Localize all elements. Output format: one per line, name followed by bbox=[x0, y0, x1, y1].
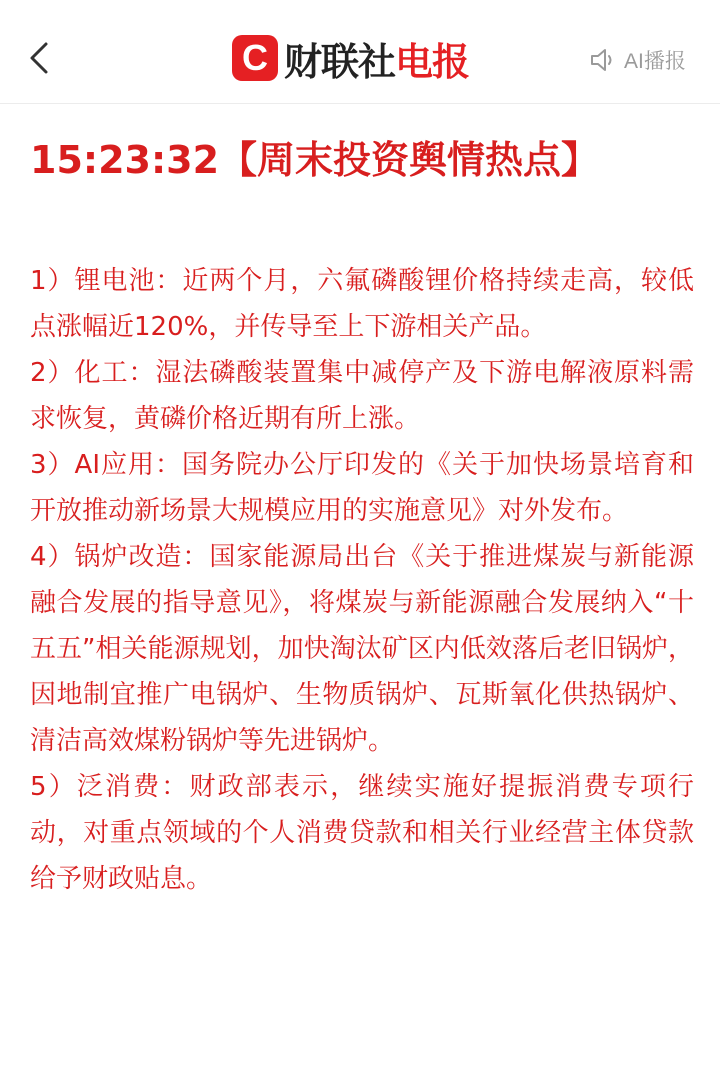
brand-name-part2: 电报 bbox=[395, 39, 470, 84]
brand-logo bbox=[232, 34, 469, 82]
article-item: 3）AI应用：国务院办公厅印发的《关于加快场景培育和开放推动新场景大规模应用的实施意见》对外发布。 bbox=[30, 450, 694, 526]
article-item: 2）化工：湿法磷酸装置集中减停产及下游电解液原料需求恢复，黄磷价格近期有所上涨。 bbox=[30, 358, 694, 434]
article-item: 1）锂电池：近两个月，六氟磷酸锂价格持续走高，较低点涨幅近120%，并传导至上下游相关产品。 bbox=[30, 266, 694, 342]
ai-broadcast-label: AI播报 bbox=[624, 50, 686, 73]
speaker-icon bbox=[588, 45, 618, 75]
article-body bbox=[30, 258, 694, 902]
article-item: 4）锅炉改造：国家能源局出台《关于推进煤炭与新能源融合发展的指导意见》，将煤炭与新能源融合发展纳入“十五五”相关能源规划，加快淘汰矿区内低效落后老旧锅炉，因地制宜推广电锅炉、生物质锅炉、瓦斯氧化供热锅炉、清洁高效煤粉锅炉等先进锅炉。 bbox=[30, 542, 694, 756]
article-time: 15:23:32 bbox=[30, 138, 220, 182]
brand-name-part1: 财联社 bbox=[284, 39, 396, 84]
top-bar bbox=[0, 0, 720, 104]
chevron-left-icon bbox=[22, 38, 58, 78]
brand-name bbox=[284, 31, 469, 86]
article-item: 5）泛消费：财政部表示，继续实施好提振消费专项行动，对重点领域的个人消费贷款和相关行业经营主体贷款给予财政贴息。 bbox=[30, 772, 694, 894]
article-title: 【周末投资舆情热点】 bbox=[219, 138, 600, 182]
logo-mark: C bbox=[232, 35, 278, 81]
ai-broadcast-button[interactable] bbox=[588, 40, 686, 80]
back-button[interactable] bbox=[22, 38, 58, 78]
article-headline bbox=[30, 132, 700, 188]
